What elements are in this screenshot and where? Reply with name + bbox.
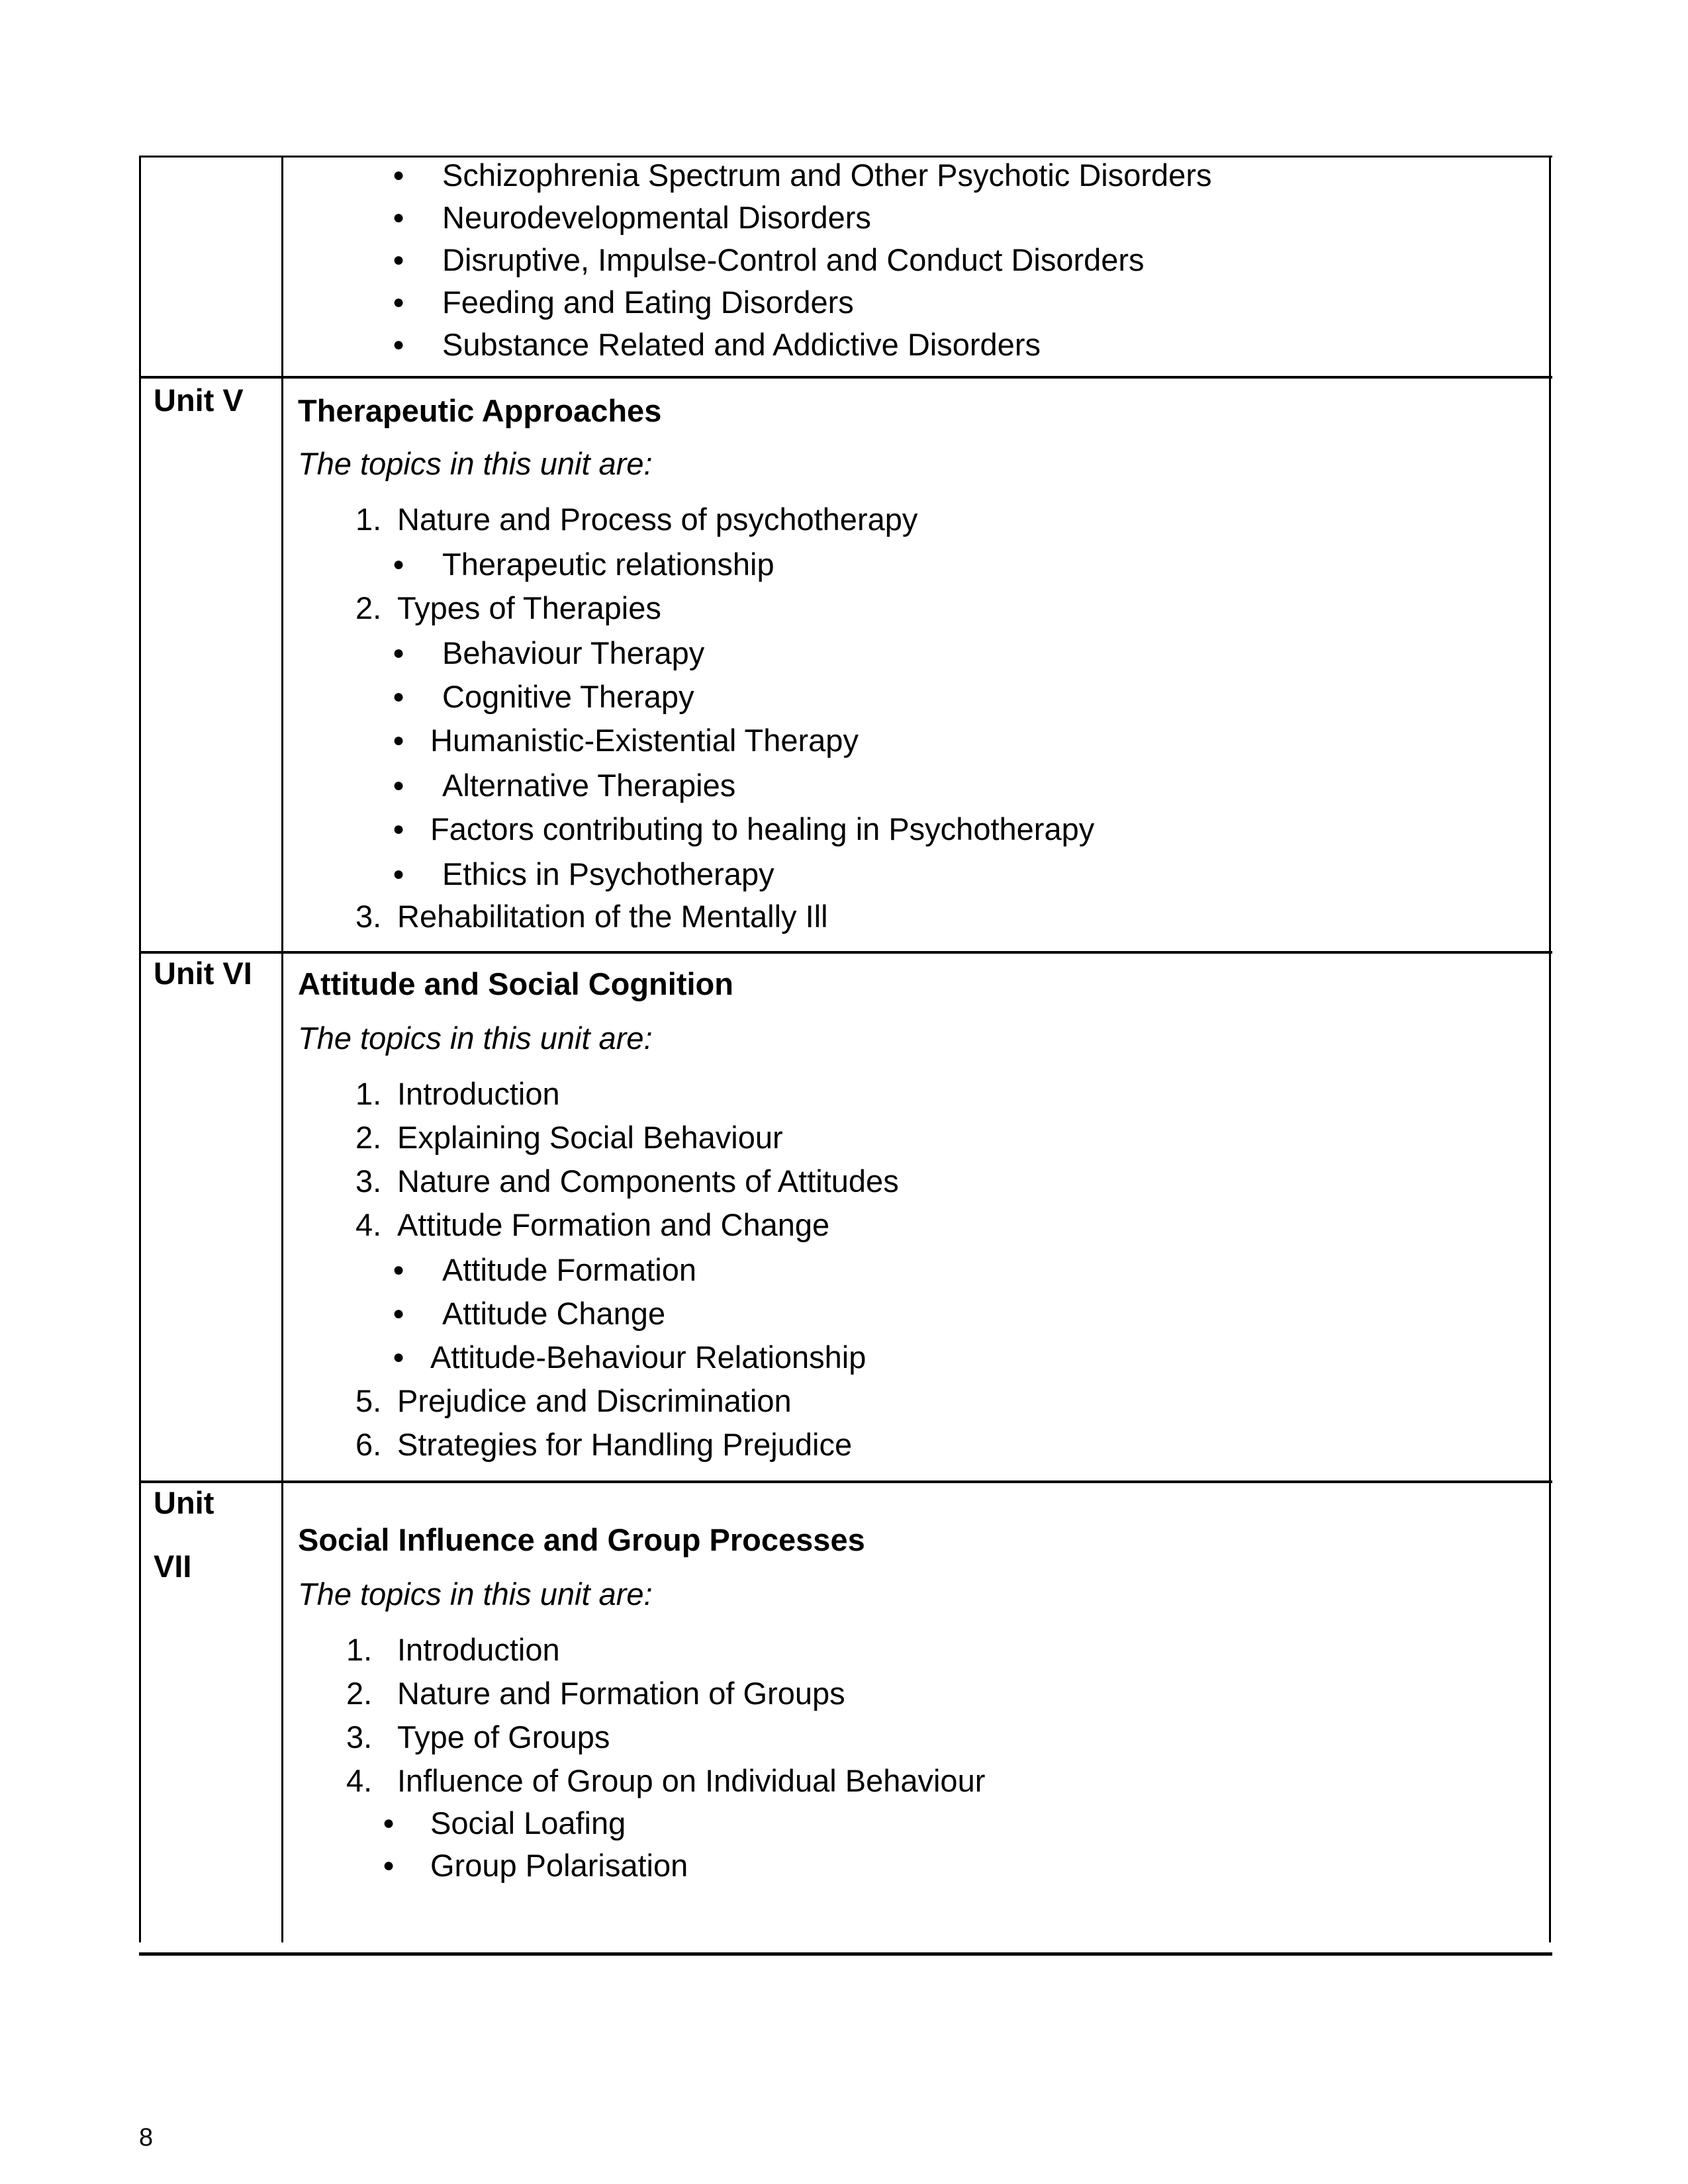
table-column-divider bbox=[281, 156, 283, 1942]
list-number: 1. bbox=[346, 1632, 373, 1667]
list-item: Attitude Formation bbox=[442, 1252, 697, 1287]
bullet-icon: ● bbox=[393, 206, 405, 228]
list-item: Types of Therapies bbox=[397, 590, 661, 625]
list-item: Ethics in Psychotherapy bbox=[442, 856, 774, 891]
unit-intro: The topics in this unit are: bbox=[298, 1021, 653, 1056]
list-item: Influence of Group on Individual Behaviour bbox=[397, 1763, 986, 1798]
list-item: Behaviour Therapy bbox=[442, 635, 705, 670]
bullet-icon: ● bbox=[393, 164, 405, 186]
list-number: 3. bbox=[346, 1719, 373, 1754]
unit-title: Attitude and Social Cognition bbox=[298, 966, 733, 1001]
list-number: 3. bbox=[355, 899, 382, 934]
bullet-icon: ● bbox=[393, 553, 405, 575]
unit-label: Unit V bbox=[154, 383, 244, 418]
list-item: Therapeutic relationship bbox=[442, 547, 774, 582]
unit-label: Unit bbox=[154, 1485, 214, 1520]
list-item: Strategies for Handling Prejudice bbox=[397, 1427, 853, 1462]
list-item: Nature and Components of Attitudes bbox=[397, 1163, 899, 1199]
bullet-icon: ● bbox=[383, 1854, 395, 1876]
list-item: Schizophrenia Spectrum and Other Psychotic Disorders bbox=[442, 158, 1212, 193]
list-item: Attitude Change bbox=[442, 1296, 666, 1331]
list-item: Factors contributing to healing in Psychotherapy bbox=[430, 811, 1095, 846]
bullet-icon: ● bbox=[393, 729, 405, 751]
row-divider-unit6 bbox=[139, 951, 1552, 954]
list-item: Explaining Social Behaviour bbox=[397, 1120, 783, 1155]
bullet-icon: ● bbox=[393, 249, 405, 271]
bullet-icon: ● bbox=[393, 642, 405, 664]
bullet-icon: ● bbox=[393, 686, 405, 707]
unit-title: Social Influence and Group Processes bbox=[298, 1522, 865, 1557]
table-right-border bbox=[1549, 156, 1551, 1942]
bullet-icon: ● bbox=[393, 774, 405, 796]
unit-intro: The topics in this unit are: bbox=[298, 446, 653, 481]
list-item: Social Loafing bbox=[430, 1805, 626, 1841]
list-item: Introduction bbox=[397, 1632, 560, 1667]
list-number: 5. bbox=[355, 1383, 382, 1418]
unit-label: VII bbox=[154, 1549, 192, 1584]
bullet-icon: ● bbox=[393, 291, 405, 313]
list-item: Prejudice and Discrimination bbox=[397, 1383, 792, 1418]
list-item: Introduction bbox=[397, 1076, 560, 1111]
list-item: Humanistic-Existential Therapy bbox=[430, 723, 859, 758]
bullet-icon: ● bbox=[393, 863, 405, 885]
list-item: Rehabilitation of the Mentally Ill bbox=[397, 899, 828, 934]
unit-label: Unit VI bbox=[154, 956, 252, 991]
list-number: 6. bbox=[355, 1427, 382, 1462]
list-item: Neurodevelopmental Disorders bbox=[442, 200, 871, 235]
list-item: Disruptive, Impulse-Control and Conduct Disorders bbox=[442, 242, 1145, 277]
list-number: 1. bbox=[355, 1076, 382, 1111]
list-number: 2. bbox=[355, 1120, 382, 1155]
unit-title: Therapeutic Approaches bbox=[298, 393, 662, 428]
row-divider-unit5 bbox=[139, 376, 1552, 379]
bullet-icon: ● bbox=[383, 1812, 395, 1834]
list-item: Group Polarisation bbox=[430, 1848, 688, 1883]
list-item: Substance Related and Addictive Disorders bbox=[442, 327, 1041, 362]
list-item: Cognitive Therapy bbox=[442, 679, 694, 714]
list-number: 2. bbox=[346, 1676, 373, 1711]
list-number: 4. bbox=[355, 1207, 382, 1242]
list-item: Feeding and Eating Disorders bbox=[442, 285, 854, 320]
page-number: 8 bbox=[139, 2124, 154, 2152]
list-item: Attitude Formation and Change bbox=[397, 1207, 830, 1242]
table-bottom-border bbox=[139, 1952, 1552, 1956]
list-number: 3. bbox=[355, 1163, 382, 1199]
bullet-icon: ● bbox=[393, 1302, 405, 1324]
list-number: 1. bbox=[355, 502, 382, 537]
table-left-border bbox=[139, 156, 141, 1942]
bullet-icon: ● bbox=[393, 1259, 405, 1281]
unit-intro: The topics in this unit are: bbox=[298, 1576, 653, 1612]
row-divider-unit7 bbox=[139, 1480, 1552, 1483]
list-number: 4. bbox=[346, 1763, 373, 1798]
list-item: Alternative Therapies bbox=[442, 768, 736, 803]
bullet-icon: ● bbox=[393, 1346, 405, 1368]
bullet-icon: ● bbox=[393, 334, 405, 355]
list-item: Attitude-Behaviour Relationship bbox=[430, 1340, 867, 1375]
list-item: Nature and Formation of Groups bbox=[397, 1676, 845, 1711]
list-item: Nature and Process of psychotherapy bbox=[397, 502, 918, 537]
list-number: 2. bbox=[355, 590, 382, 625]
bullet-icon: ● bbox=[393, 818, 405, 840]
list-item: Type of Groups bbox=[397, 1719, 610, 1754]
